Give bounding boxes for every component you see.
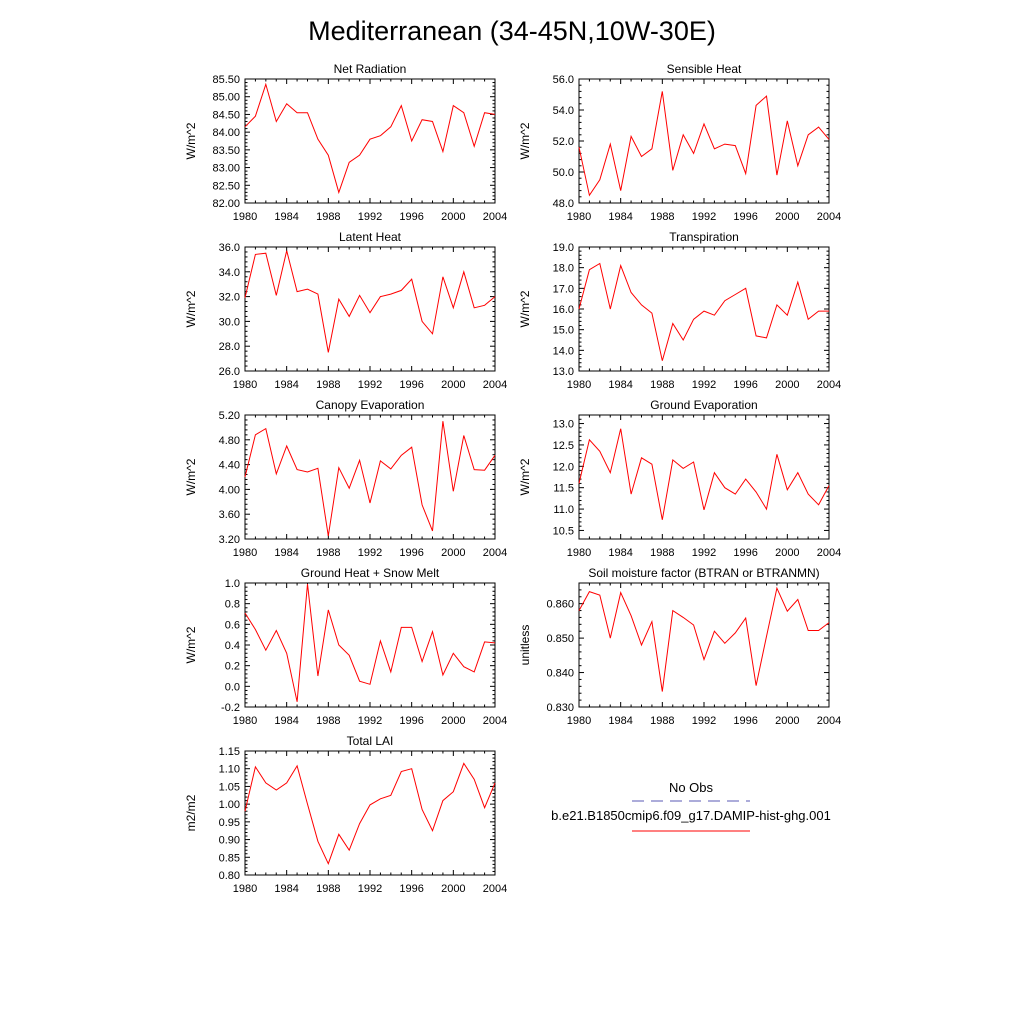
x-tick-label: 2000 [441, 883, 466, 895]
y-tick-label: 0.6 [224, 619, 240, 632]
x-tick-label: 1980 [232, 379, 258, 391]
panel-title: Total LAI [346, 734, 394, 748]
y-tick-label: 19.0 [552, 242, 574, 254]
x-tick-label: 1992 [691, 715, 717, 727]
panel-title: Soil moisture factor (BTRAN or BTRANMN) [588, 566, 820, 580]
series-line [245, 251, 495, 353]
y-tick-label: 50.0 [552, 167, 574, 179]
y-tick-label: 85.00 [212, 91, 240, 104]
x-tick-label: 1988 [650, 715, 675, 727]
x-tick-label: 2004 [816, 379, 842, 391]
plot-frame [245, 247, 495, 371]
x-tick-label: 2000 [775, 547, 800, 559]
x-tick-label: 1984 [274, 715, 299, 727]
x-tick-label: 2000 [441, 547, 466, 559]
x-tick-label: 1996 [399, 547, 424, 559]
series-line [579, 588, 829, 691]
x-tick-label: 1996 [733, 379, 758, 391]
x-tick-label: 1984 [274, 547, 299, 559]
x-tick-label: 1988 [316, 211, 341, 223]
x-tick-label: 2004 [482, 211, 508, 223]
y-tick-label: 84.50 [212, 109, 240, 122]
y-tick-label: 34.0 [218, 266, 240, 279]
series-line [245, 763, 495, 863]
y-tick-label: 14.0 [552, 345, 574, 358]
y-tick-label: 1.05 [218, 781, 240, 794]
x-tick-label: 1980 [566, 547, 592, 559]
y-axis-label: W/m^2 [518, 122, 532, 160]
y-axis-label: W/m^2 [518, 458, 532, 496]
y-axis-label: W/m^2 [184, 290, 198, 328]
y-tick-label: 32.0 [218, 291, 240, 304]
y-tick-label: 1.10 [218, 763, 240, 776]
y-tick-label: 28.0 [218, 341, 240, 354]
x-tick-label: 1992 [691, 547, 717, 559]
panel-7 [184, 566, 507, 727]
x-tick-label: 1996 [399, 379, 424, 391]
x-tick-label: 1984 [608, 547, 633, 559]
y-tick-label: 0.95 [218, 816, 240, 829]
y-tick-label: 0.830 [546, 702, 574, 714]
y-tick-label: 13.0 [552, 366, 574, 378]
y-tick-label: 18.0 [552, 262, 574, 275]
plot-frame [245, 751, 495, 875]
x-tick-label: 2004 [816, 547, 842, 559]
y-tick-label: 54.0 [552, 105, 574, 117]
y-tick-label: 12.0 [552, 461, 574, 474]
x-tick-label: 1992 [691, 379, 717, 391]
y-tick-label: 0.85 [218, 852, 240, 865]
series-line [579, 91, 829, 195]
y-tick-label: 82.00 [212, 198, 240, 210]
x-tick-label: 1984 [608, 715, 633, 727]
x-tick-label: 1992 [357, 547, 383, 559]
x-tick-label: 1984 [274, 211, 299, 223]
y-axis-label: W/m^2 [184, 122, 198, 160]
y-tick-label: 1.15 [218, 746, 240, 758]
y-tick-label: 4.40 [218, 459, 240, 472]
y-axis-label: m2/m2 [184, 794, 198, 832]
legend [551, 780, 831, 831]
y-tick-label: 5.20 [218, 410, 240, 422]
y-tick-label: 56.0 [552, 74, 574, 86]
x-tick-label: 1996 [733, 715, 758, 727]
y-axis-label: unitless [518, 624, 532, 666]
panel-6 [518, 398, 841, 559]
x-tick-label: 1984 [608, 379, 633, 391]
x-tick-label: 1988 [650, 547, 675, 559]
y-tick-label: 12.5 [552, 439, 574, 452]
x-tick-label: 1988 [316, 715, 341, 727]
series-line [245, 84, 495, 192]
y-tick-label: 26.0 [218, 366, 240, 378]
y-axis-label: W/m^2 [184, 458, 198, 496]
y-tick-label: 0.90 [218, 834, 240, 847]
x-tick-label: 1992 [357, 211, 383, 223]
legend-obs-label: No Obs [668, 780, 714, 795]
y-tick-label: 30.0 [218, 316, 240, 329]
x-tick-label: 2004 [482, 379, 508, 391]
x-tick-label: 1996 [399, 715, 424, 727]
x-tick-label: 2004 [482, 547, 508, 559]
x-tick-label: 1980 [232, 715, 258, 727]
x-tick-label: 1992 [357, 883, 383, 895]
x-tick-label: 2000 [441, 211, 466, 223]
x-tick-label: 1980 [232, 883, 258, 895]
y-tick-label: 84.00 [212, 127, 240, 140]
y-tick-label: -0.2 [221, 702, 240, 714]
series-line [245, 421, 495, 536]
series-line [579, 264, 829, 361]
x-tick-label: 1988 [650, 379, 675, 391]
y-axis-label: W/m^2 [518, 290, 532, 328]
y-tick-label: 0.80 [218, 870, 240, 882]
x-tick-label: 2004 [816, 715, 842, 727]
y-tick-label: 0.860 [546, 598, 574, 611]
series-line [579, 429, 829, 520]
x-tick-label: 1988 [316, 883, 341, 895]
plot-frame [579, 247, 829, 371]
panel-title: Transpiration [669, 230, 739, 244]
y-tick-label: 10.5 [552, 525, 574, 538]
x-tick-label: 1988 [316, 547, 341, 559]
y-tick-label: 36.0 [218, 242, 240, 254]
panel-2 [518, 62, 841, 223]
panel-1 [184, 62, 507, 223]
y-tick-label: 4.00 [218, 484, 240, 497]
y-tick-label: 48.0 [552, 198, 574, 210]
panel-title: Ground Evaporation [650, 398, 758, 412]
x-tick-label: 1988 [316, 379, 341, 391]
plot-frame [579, 583, 829, 707]
panel-8 [518, 566, 841, 727]
x-tick-label: 2004 [482, 715, 508, 727]
x-tick-label: 1980 [566, 715, 592, 727]
panels-container [184, 62, 841, 895]
plot-frame [245, 415, 495, 539]
panel-9 [184, 734, 507, 895]
y-tick-label: 4.80 [218, 434, 240, 447]
panel-4 [518, 230, 841, 391]
panel-title: Sensible Heat [666, 62, 742, 76]
x-tick-label: 2004 [816, 211, 842, 223]
panel-title: Net Radiation [333, 62, 407, 76]
y-tick-label: 0.0 [224, 681, 240, 694]
panel-title: Canopy Evaporation [315, 398, 425, 412]
x-tick-label: 2004 [482, 883, 508, 895]
x-tick-label: 2000 [775, 211, 800, 223]
y-tick-label: 11.0 [553, 504, 574, 517]
x-tick-label: 1980 [232, 211, 258, 223]
y-tick-label: 11.5 [553, 482, 574, 495]
y-tick-label: 16.0 [552, 304, 574, 316]
x-tick-label: 1980 [232, 547, 258, 559]
y-tick-label: 52.0 [552, 136, 574, 148]
x-tick-label: 1980 [566, 379, 592, 391]
panel-title: Ground Heat + Snow Melt [300, 566, 440, 580]
x-tick-label: 1992 [357, 379, 383, 391]
y-tick-label: 15.0 [552, 324, 574, 337]
y-tick-label: 1.00 [218, 799, 240, 812]
x-tick-label: 1996 [733, 547, 758, 559]
y-tick-label: 83.00 [212, 162, 240, 175]
x-tick-label: 2000 [775, 379, 800, 391]
y-tick-label: 0.8 [224, 598, 240, 611]
legend-model-label: b.e21.B1850cmip6.f09_g17.DAMIP-hist-ghg.001 [551, 808, 831, 823]
plot-frame [579, 415, 829, 539]
x-tick-label: 1980 [566, 211, 592, 223]
y-tick-label: 1.0 [224, 578, 240, 590]
plot-frame [245, 79, 495, 203]
x-tick-label: 1992 [357, 715, 383, 727]
y-tick-label: 0.4 [224, 640, 240, 652]
x-tick-label: 1996 [399, 211, 424, 223]
x-tick-label: 2000 [441, 715, 466, 727]
x-tick-label: 1992 [691, 211, 717, 223]
panel-5 [184, 398, 507, 559]
series-line [245, 584, 495, 702]
panel-title: Latent Heat [338, 230, 402, 244]
y-tick-label: 85.50 [212, 74, 240, 86]
x-tick-label: 1996 [733, 211, 758, 223]
y-tick-label: 3.20 [218, 534, 240, 546]
y-tick-label: 3.60 [218, 509, 240, 522]
x-tick-label: 2000 [441, 379, 466, 391]
y-tick-label: 17.0 [552, 283, 574, 296]
y-tick-label: 0.2 [224, 660, 240, 673]
y-tick-label: 0.850 [546, 633, 574, 646]
panel-3 [184, 230, 507, 391]
x-tick-label: 1988 [650, 211, 675, 223]
x-tick-label: 1984 [274, 379, 299, 391]
y-tick-label: 13.0 [552, 418, 574, 431]
y-tick-label: 82.50 [212, 180, 240, 193]
x-tick-label: 1984 [608, 211, 633, 223]
figure-title: Mediterranean (34-45N,10W-30E) [308, 16, 716, 46]
x-tick-label: 2000 [775, 715, 800, 727]
y-tick-label: 83.50 [212, 144, 240, 157]
x-tick-label: 1996 [399, 883, 424, 895]
y-tick-label: 0.840 [546, 667, 574, 680]
y-axis-label: W/m^2 [184, 626, 198, 664]
x-tick-label: 1984 [274, 883, 299, 895]
